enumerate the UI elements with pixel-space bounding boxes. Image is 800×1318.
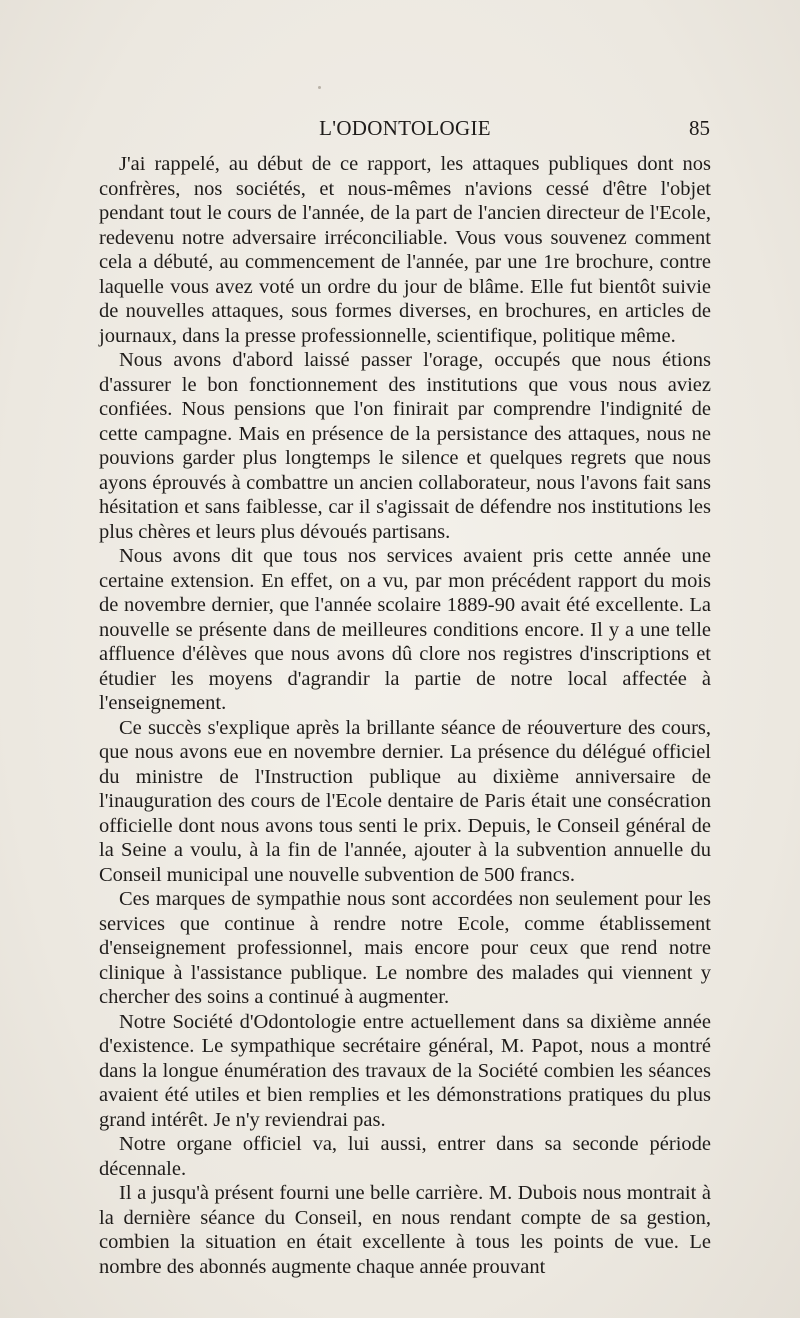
paragraph-4: Ce succès s'explique après la brillante séance de réouverture des cours, que nous avons eue en novembre dernier. La présence du délégué officiel du ministre de l'Instruction publique au dixième anniversaire de l'inauguration des cours de l'Ecole dentaire de Paris était une consécration officielle dont nous avons tous senti le prix. Depuis, le Conseil général de la Seine a voulu, à la fin de l'année, ajouter à la subvention annuelle du Conseil municipal une nouvelle subvention de 500 francs. xyxy=(99,716,711,886)
body-text xyxy=(99,152,711,1279)
speck xyxy=(318,86,321,89)
paragraph-6: Notre Société d'Odontologie entre actuellement dans sa dixième année d'existence. Le sympathique secrétaire général, M. Papot, nous a montré dans la longue énumération des travaux de la Société combien les séances avaient été utiles et bien remplies et les démonstrations pratiques du plus grand intérêt. Je n'y reviendrai pas. xyxy=(99,1010,711,1131)
paragraph-7: Notre organe officiel va, lui aussi, entrer dans sa seconde période décennale. xyxy=(99,1133,711,1180)
paragraph-8: Il a jusqu'à présent fourni une belle carrière. M. Dubois nous montrait à la dernière séance du Conseil, en nous rendant compte de sa gestion, combien la situation en était excellente à tous les points de vue. Le nombre des abonnés augmente chaque année prouvant xyxy=(99,1182,711,1278)
journal-title: L'ODONTOLOGIE xyxy=(319,116,491,140)
paragraph-5: Ces marques de sympathie nous sont accordées non seulement pour les services que continue à rendre notre Ecole, comme établissement d'enseignement professionnel, mais encore pour ceux que rend notre clinique à l'assistance publique. Le nombre des malades qui viennent y chercher des soins a continué à augmenter. xyxy=(99,888,711,1008)
paragraph-2: Nous avons d'abord laissé passer l'orage, occupés que nous étions d'assurer le bon fonctionnement des institutions que vous nous aviez confiées. Nous pensions que l'on finirait par comprendre l'indignité de cette campagne. Mais en présence de la persistance des attaques, nous ne pouvions garder plus longtemps le silence et quelques regrets que nous ayons éprouvés à combattre un ancien collaborateur, nous l'avons fait sans hésitation et sans faiblesse, car il s'agissait de défendre nos institutions les plus chères et leurs plus dévoués partisans. xyxy=(99,349,711,543)
page-number: 85 xyxy=(689,116,710,140)
paragraph-3: Nous avons dit que tous nos services avaient pris cette année une certaine extension. En effet, on a vu, par mon précédent rapport du mois de novembre dernier, que l'année scolaire 1889-90 avait été excellente. La nouvelle se présente dans de meilleures conditions encore. Il y a une telle affluence d'élèves que nous avons dû clore nos registres d'inscriptions et étudier les moyens d'agrandir la partie de notre local affectée à l'enseignement. xyxy=(99,545,711,714)
paragraph-1: J'ai rappelé, au début de ce rapport, les attaques publiques dont nos confrères, nos sociétés, et nous-mêmes n'avions cessé d'être l'objet pendant tout le cours de l'année, de la part de l'ancien directeur de l'Ecole, redevenu notre adversaire irréconciliable. Vous vous souvenez comment cela a débuté, au commencement de l'année, par une 1re brochure, contre laquelle vous avez voté un ordre du jour de blâme. Elle fut bientôt suivie de nouvelles attaques, sous formes diverses, en brochures, en articles de journaux, dans la presse professionnelle, scientifique, politique même. xyxy=(99,153,711,347)
running-header xyxy=(100,116,710,146)
